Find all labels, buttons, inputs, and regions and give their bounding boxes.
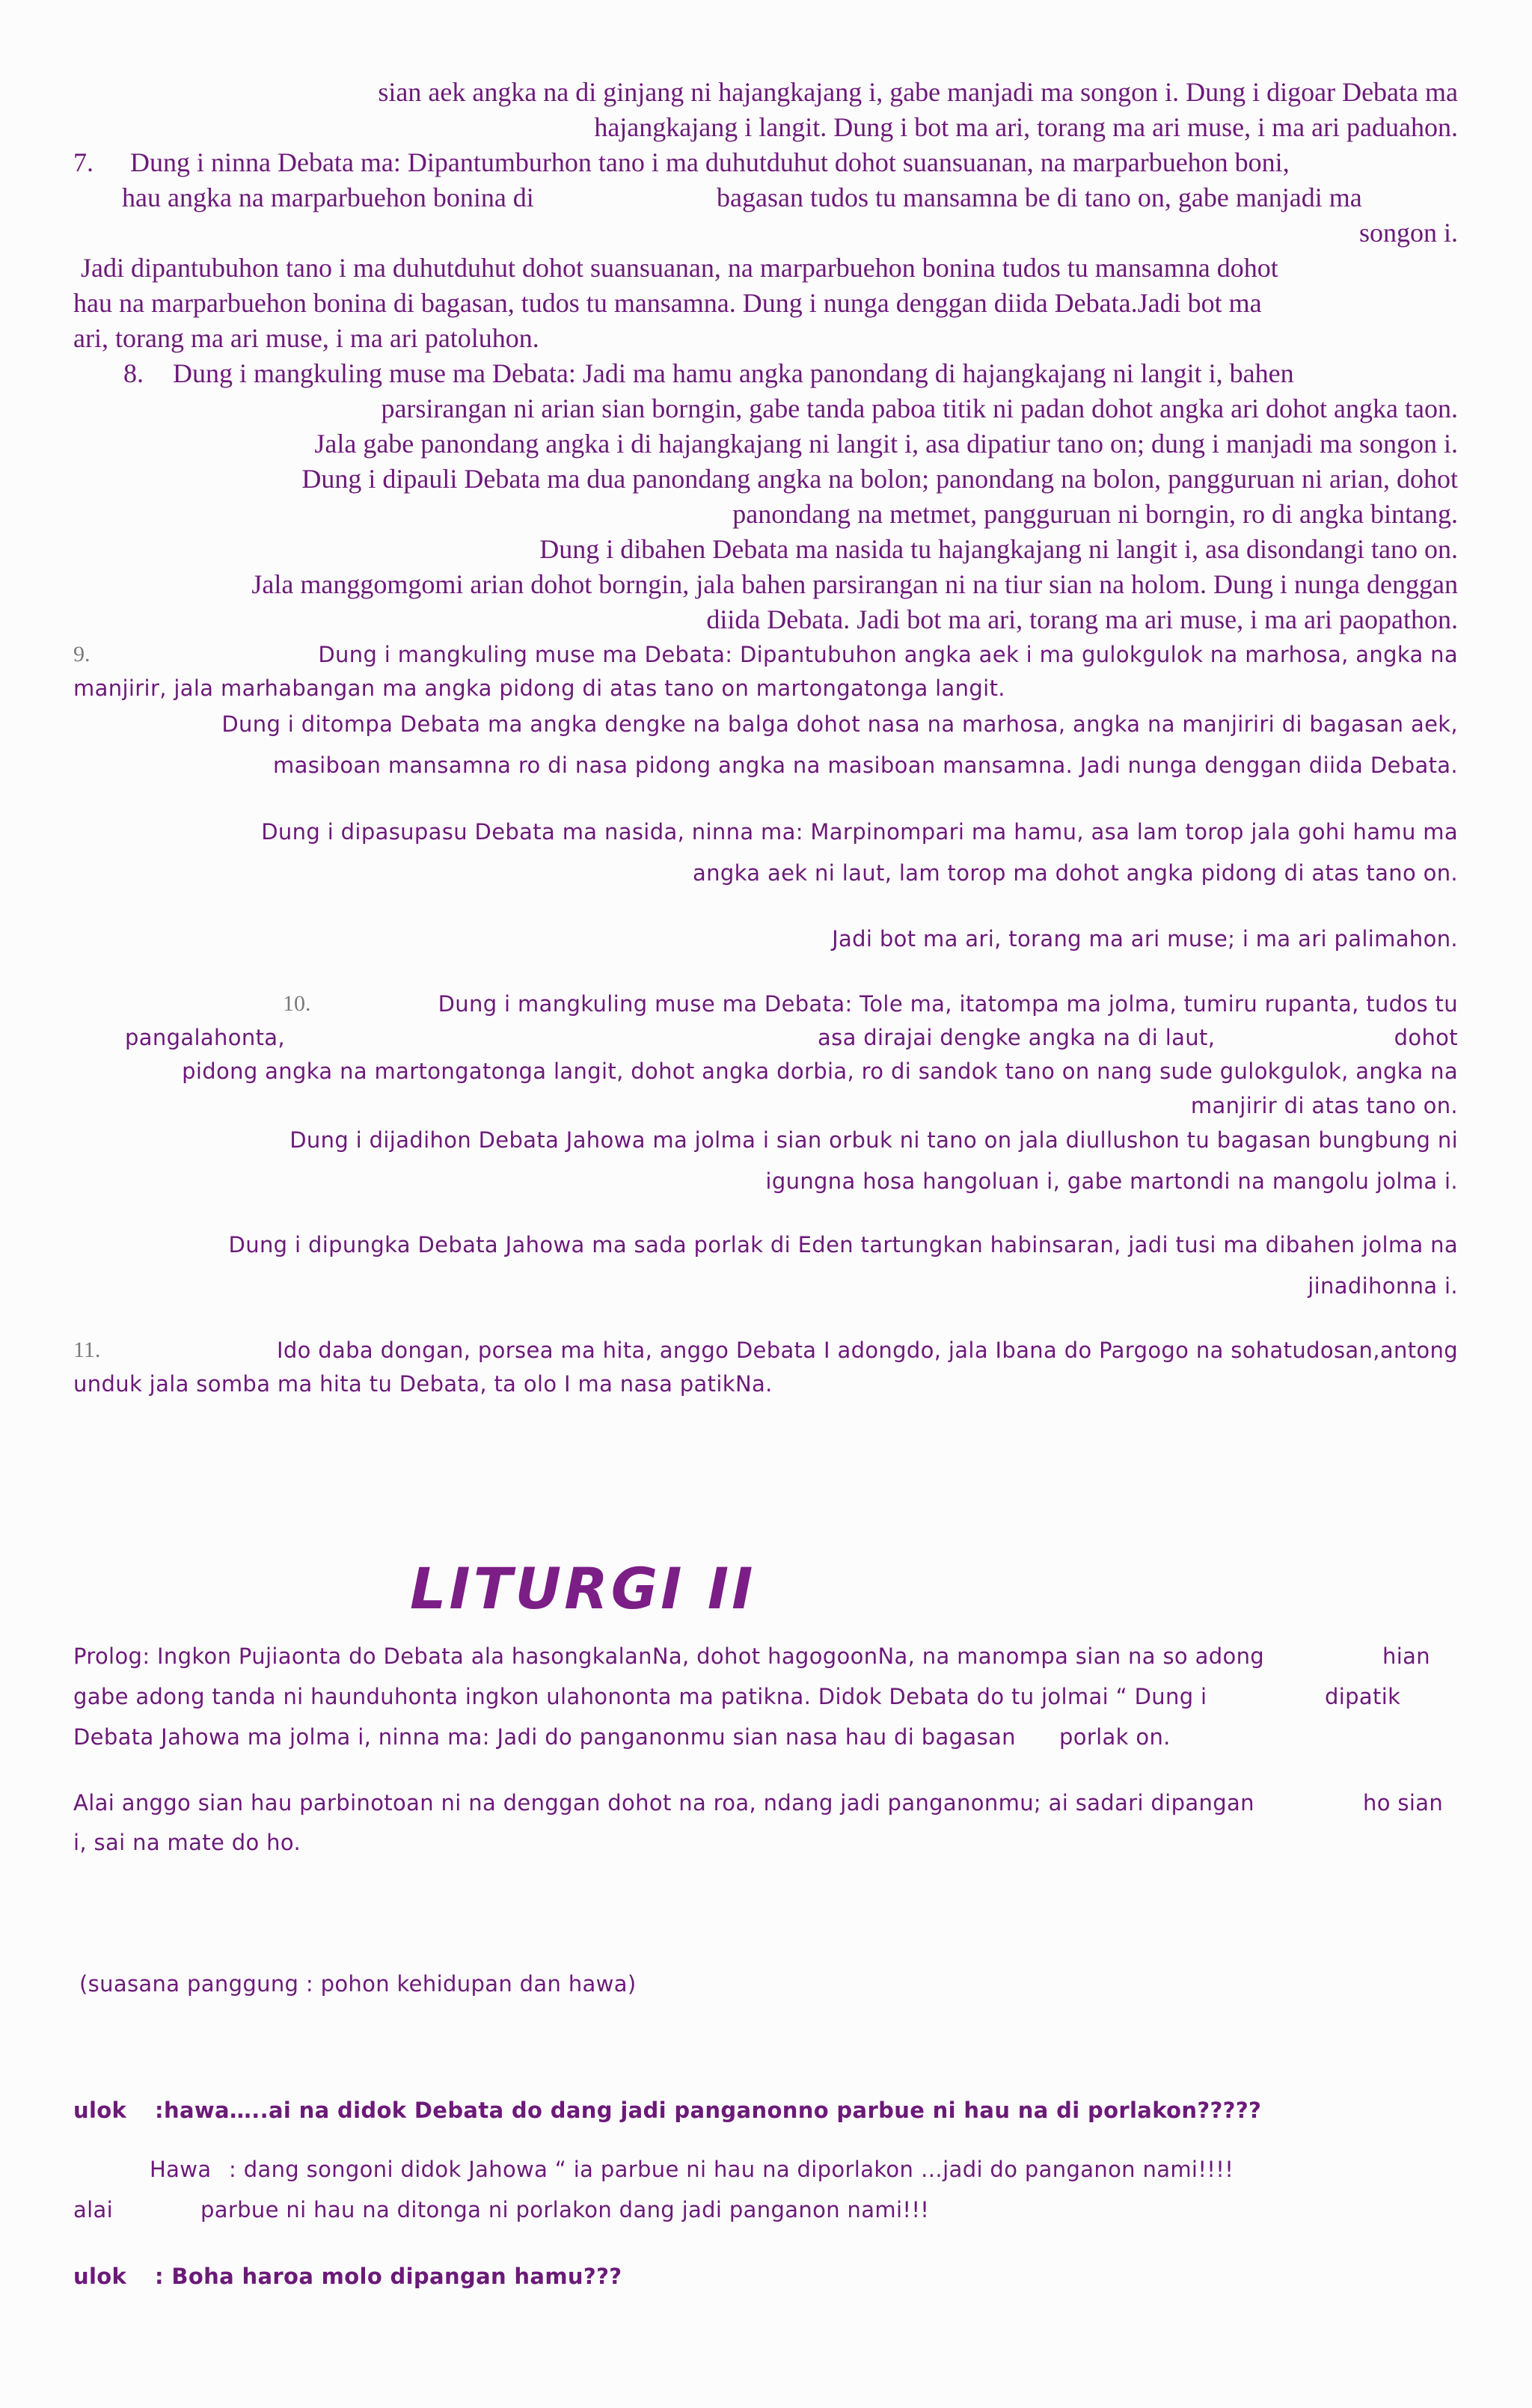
item-number: 7.: [73, 147, 94, 177]
text-line: masiboan mansamna ro di nasa pidong angka na masiboan mansamna. Jadi nunga denggan diida Debata.: [272, 753, 1458, 778]
text-line: jinadihonna i.: [1308, 1273, 1458, 1299]
text-line: Jala gabe panondang angka i di hajangkajang ni langit i, asa dipatiur tano on; dung i manjadi ma songon i.: [314, 429, 1458, 459]
text-line: Dung i dipasupasu Debata ma nasida, ninna ma: Marpinompari ma hamu, asa lam torop jala gohi hamu ma: [261, 819, 1458, 845]
text-line: panondang na metmet, pangguruan ni borngin, ro di angka bintang.: [732, 499, 1458, 529]
section-title: LITURGI II: [410, 1555, 756, 1622]
text-line: parsirangan ni arian sian borngin, gabe tanda paboa titik ni padan dohot angka ari dohot angka taon.: [381, 393, 1458, 423]
text-line: dipatik: [1325, 1684, 1401, 1709]
text-line: Dung i mangkuling muse ma Debata: Jadi ma hamu angka panondang di hajangkajang ni langit i, bahen: [173, 358, 1294, 388]
text-line: Ido daba dongan, porsea ma hita, anggo Debata I adongdo, jala Ibana do Pargogo na sohatudosan,antong: [276, 1338, 1458, 1363]
text-line: songon i.: [1358, 218, 1458, 248]
item-number: 10.: [283, 991, 311, 1016]
text-line: Debata Jahowa ma jolma i, ninna ma: Jadi do panganonmu sian nasa hau di bagasan: [73, 1724, 1016, 1750]
item-number: 9.: [73, 642, 91, 667]
text-line: Dung i dibahen Debata ma nasida tu hajangkajang ni langit i, asa disondangi tano on.: [539, 534, 1458, 564]
text-line: manjirir, jala marhabangan ma angka pidong di atas tano on martongatonga langit.: [73, 675, 1005, 701]
text-line: Jadi dipantubuhon tano i ma duhutduhut dohot suansuanan, na marparbuehon bonina tudos tu mansamna dohot: [81, 253, 1278, 283]
text-line: sian aek angka na di ginjang ni hajangkajang i, gabe manjadi ma songon i. Dung i digoar Debata ma: [378, 77, 1458, 107]
text-line: diida Debata. Jadi bot ma ari, torang ma ari muse, i ma ari paopathon.: [706, 604, 1458, 634]
text-line: pidong angka na martongatonga langit, dohot angka dorbia, ro di sandok tano on nang sude gulokgulok, angka na: [182, 1059, 1458, 1084]
text-line: hian: [1382, 1643, 1430, 1669]
item-number: 8.: [123, 358, 144, 388]
text-line: i, sai na mate do ho.: [73, 1830, 301, 1855]
text-line: Dung i ninna Debata ma: Dipantumburhon tano i ma duhutduhut dohot suansuanan, na marparbuehon boni,: [130, 147, 1290, 177]
text-line: dohot: [1394, 1025, 1458, 1050]
text-line: igungna hosa hangoluan i, gabe martondi na mangolu jolma i.: [765, 1168, 1458, 1194]
text-line: angka aek ni laut, lam torop ma dohot angka pidong di atas tano on.: [693, 860, 1458, 886]
text-line: hau angka na marparbuehon bonina di: [122, 183, 534, 212]
text-line: bagasan tudos tu mansamna be di tano on, gabe manjadi ma: [717, 183, 1362, 212]
dialogue-line: : Boha haroa molo dipangan hamu???: [155, 2264, 622, 2289]
text-line: Dung i mangkuling muse ma Debata: Tole ma, itatompa ma jolma, tumiru rupanta, tudos tu: [438, 991, 1458, 1017]
text-line: hajangkajang i langit. Dung i bot ma ari, torang ma ari muse, i ma ari paduahon.: [594, 112, 1458, 142]
item-number: 11.: [73, 1338, 101, 1362]
text-line: Dung i dipungka Debata Jahowa ma sada porlak di Eden tartungkan habinsaran, jadi tusi ma dibahen jolma na: [228, 1232, 1458, 1257]
text-line: hau na marparbuehon bonina di bagasan, tudos tu mansamna. Dung i nunga denggan diida Debata.Jadi bot ma: [73, 288, 1262, 318]
speaker-label: alai: [73, 2197, 114, 2222]
text-line: ari, torang ma ari muse, i ma ari patoluhon.: [73, 323, 539, 353]
text-line: Prolog: Ingkon Pujiaonta do Debata ala hasongkalanNa, dohot hagogoonNa, na manompa sian na so adong: [73, 1643, 1265, 1669]
text-line: pangalahonta,: [125, 1025, 285, 1050]
stage-note: (suasana panggung : pohon kehidupan dan hawa): [79, 1971, 637, 1997]
text-line: porlak on.: [1059, 1724, 1171, 1750]
text-line: gabe adong tanda ni haunduhonta ingkon ulahononta ma patikna. Didok Debata do tu jolmai “ Dung i: [73, 1684, 1207, 1709]
dialogue-line: : dang songoni didok Jahowa “ ia parbue ni hau na diporlakon …jadi do panganon nami!!!!: [229, 2157, 1234, 2182]
text-line: asa dirajai dengke angka na di laut,: [818, 1025, 1216, 1050]
text-line: Dung i mangkuling muse ma Debata: Dipantubuhon angka aek i ma gulokgulok na marhosa, angka na: [318, 642, 1458, 667]
text-line: ho sian: [1363, 1790, 1444, 1816]
dialogue-line: parbue ni hau na ditonga ni porlakon dang jadi panganon nami!!!: [200, 2197, 930, 2222]
text-line: Jadi bot ma ari, torang ma ari muse; i ma ari palimahon.: [832, 926, 1458, 952]
text-line: Alai anggo sian hau parbinotoan ni na denggan dohot na roa, ndang jadi panganonmu; ai sadari dipangan: [73, 1790, 1254, 1816]
text-line: Dung i dijadihon Debata Jahowa ma jolma i sian orbuk ni tano on jala diullushon tu bagasan bungbung ni: [289, 1127, 1458, 1153]
speaker-label: ulok: [73, 2098, 127, 2123]
text-line: Jala manggomgomi arian dohot borngin, jala bahen parsirangan ni na tiur sian na holom. Dung i nunga denggan: [251, 569, 1458, 599]
speaker-label: ulok: [73, 2264, 127, 2289]
text-line: unduk jala somba ma hita tu Debata, ta olo I ma nasa patikNa.: [73, 1371, 773, 1397]
text-line: manjirir di atas tano on.: [1190, 1093, 1458, 1118]
speaker-label: Hawa: [150, 2157, 212, 2182]
text-line: Dung i dipauli Debata ma dua panondang angka na bolon; panondang na bolon, pangguruan ni arian, dohot: [301, 464, 1458, 494]
dialogue-line: :hawa…..ai na didok Debata do dang jadi panganonno parbue ni hau na di porlakon?????: [155, 2098, 1262, 2123]
text-line: Dung i ditompa Debata ma angka dengke na balga dohot nasa na marhosa, angka na manjiriri di bagasan aek,: [221, 711, 1458, 737]
